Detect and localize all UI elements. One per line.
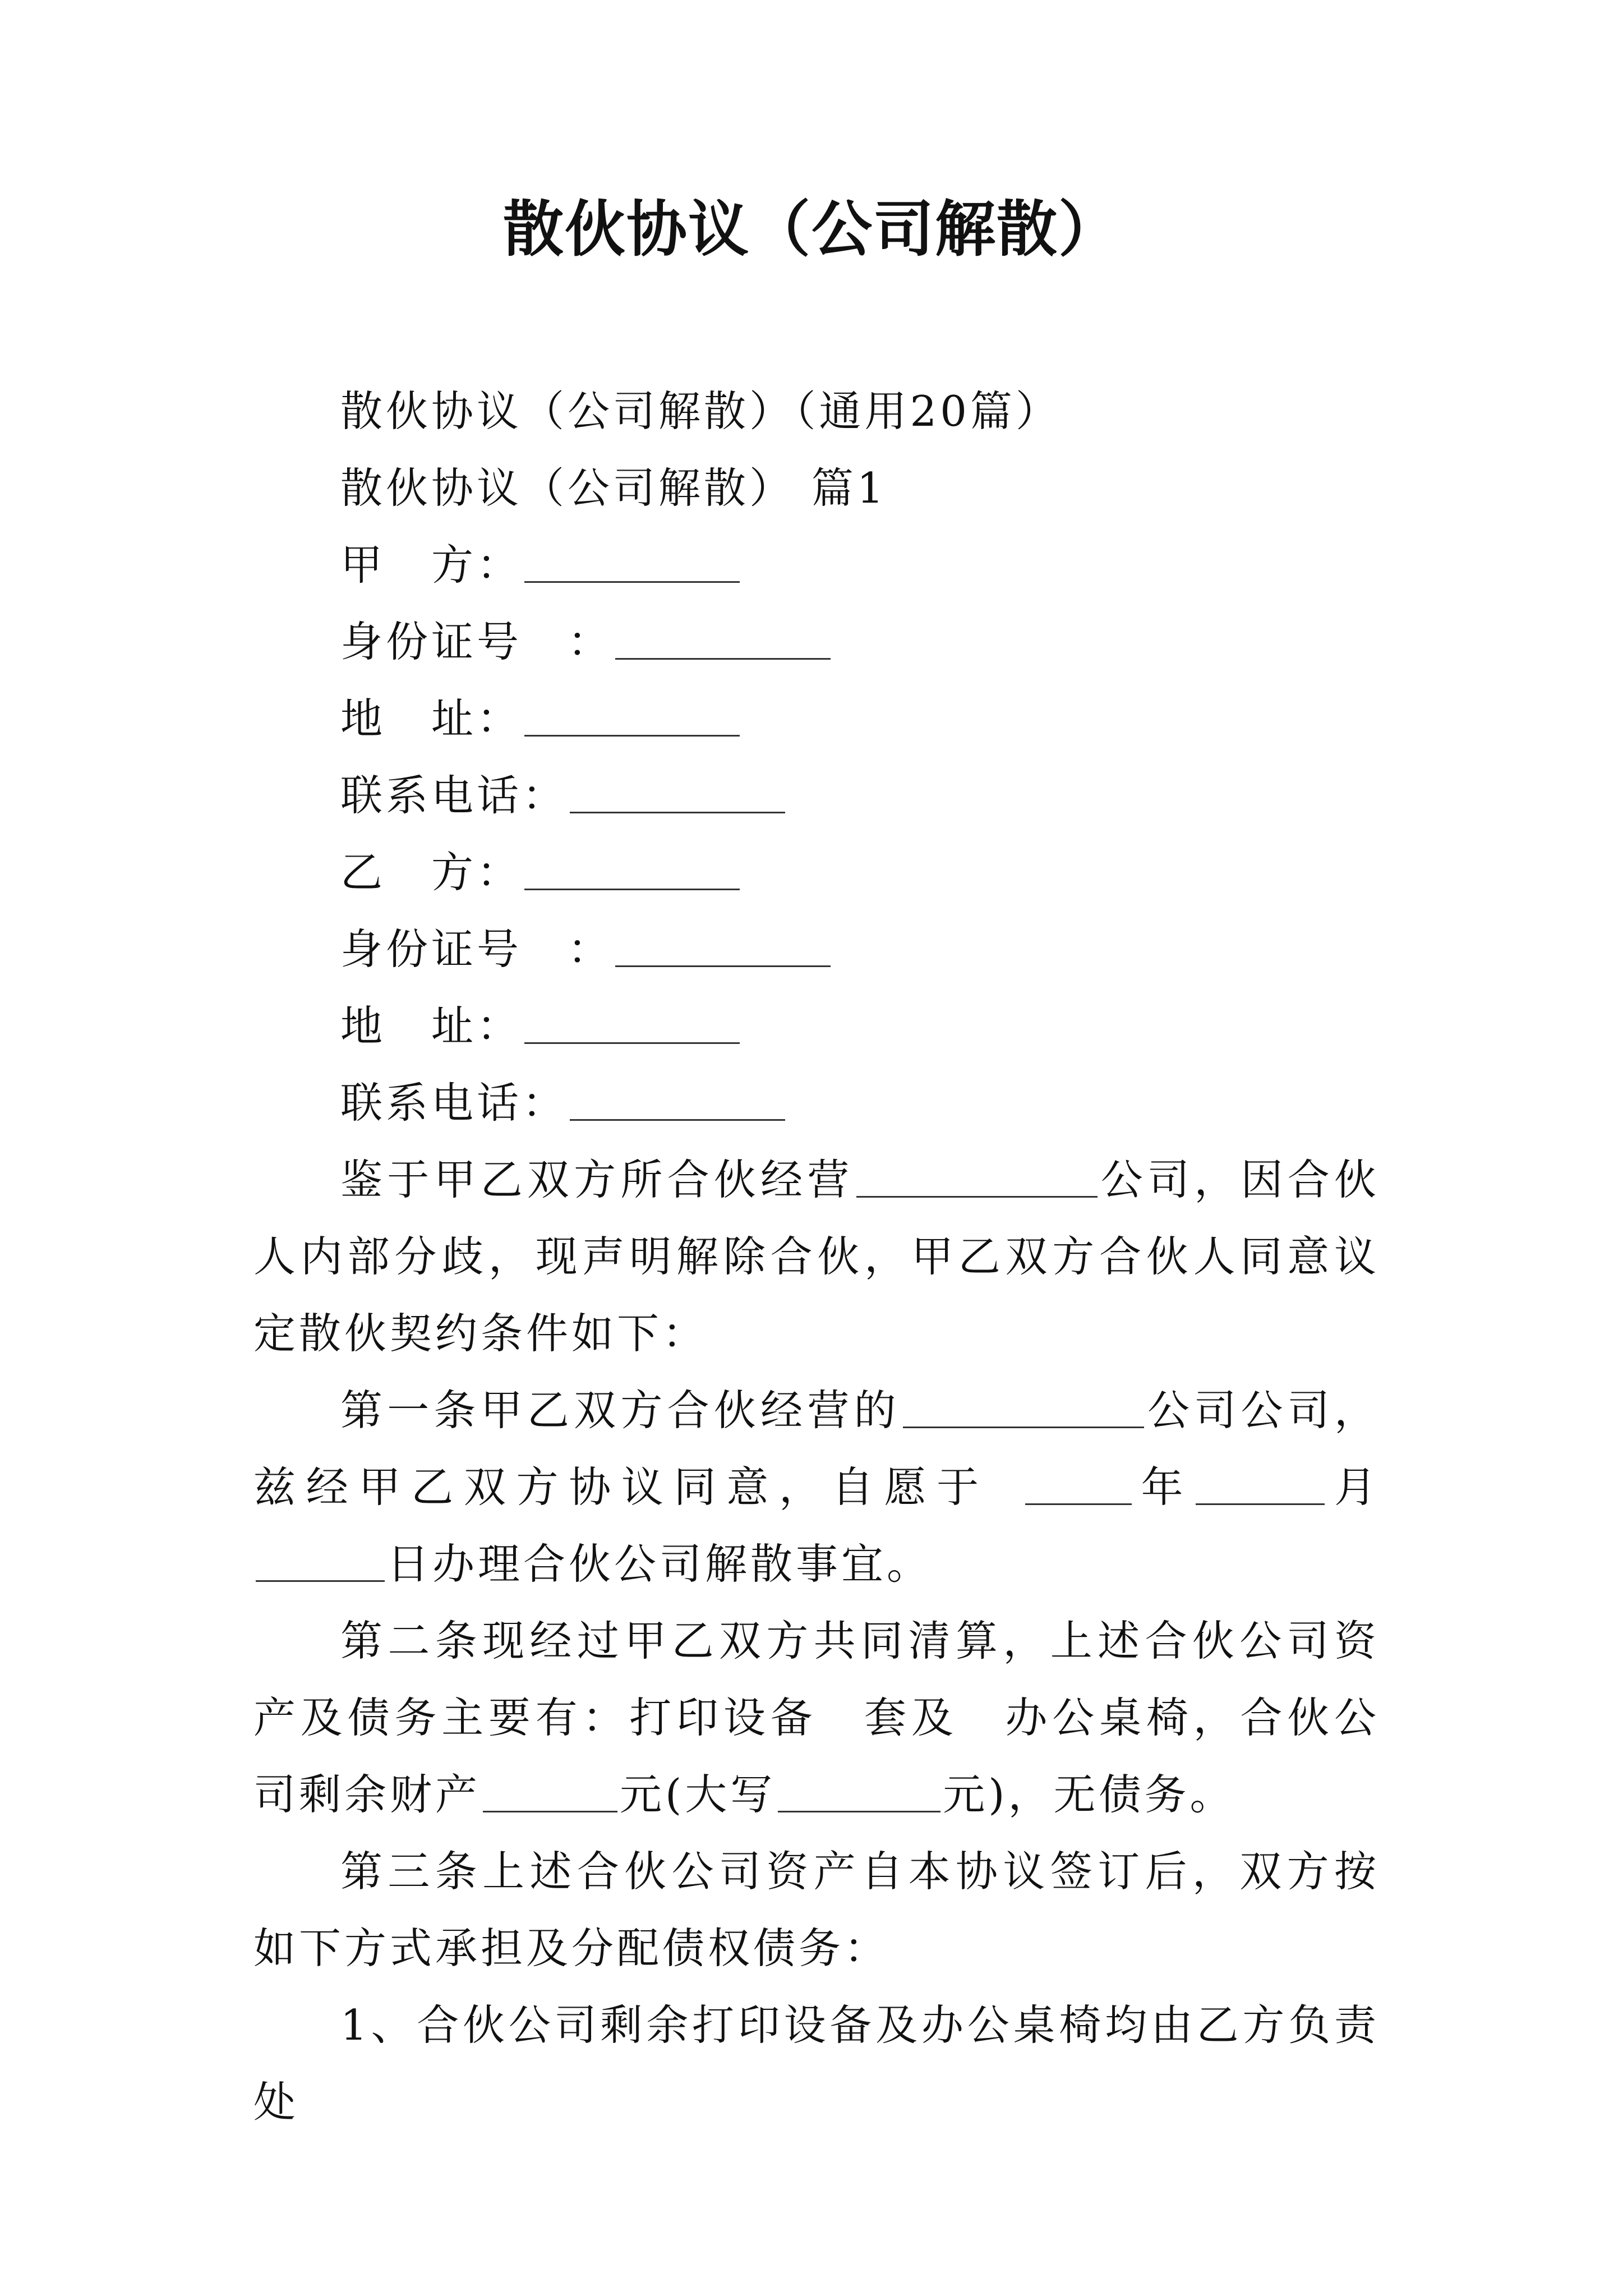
article-1-text-1: 第一条甲乙双方合伙经营的: [340, 1386, 901, 1435]
party-b-id-blank[interactable]: [615, 922, 831, 967]
party-b-name-label: 乙 方：: [340, 848, 523, 897]
party-b-name-row: [253, 834, 1380, 911]
item-1-paragraph: 1、合伙公司剩余打印设备及办公桌椅均由乙方负责处: [253, 2000, 1380, 2127]
party-b-phone-label: 联系电话：: [340, 1078, 568, 1128]
party-a-id-row: [253, 604, 1380, 680]
day-blank[interactable]: [256, 1536, 385, 1582]
document-title: 散伙协议（公司解散）: [502, 194, 1120, 265]
party-a-address-label: 地 址：: [340, 694, 523, 743]
party-b-address-blank[interactable]: [524, 999, 740, 1044]
day-label: 日: [387, 1539, 433, 1589]
party-a-id-label: 身份证号 ：: [340, 617, 614, 666]
party-b-name-blank[interactable]: [524, 845, 740, 890]
year-blank[interactable]: [1025, 1460, 1132, 1505]
party-b-phone-blank[interactable]: [570, 1075, 785, 1121]
intro-text-1: 鉴于甲乙双方所合伙经营: [340, 1155, 854, 1204]
article-3-paragraph: 第三条上述合伙公司资产自本协议签订后，双方按如下方式承担及分配债权债务：: [253, 1847, 1380, 1973]
party-a-phone-blank[interactable]: [570, 768, 785, 813]
party-a-phone-label: 联系电话：: [340, 771, 568, 820]
party-b-phone-row: [253, 1065, 1380, 1142]
article-1-text-2: 公司公司，兹经甲乙双方协议同意，自愿于: [253, 1386, 1380, 1512]
article-2-text-2: 元(大写: [620, 1770, 776, 1819]
month-label: 月: [1327, 1462, 1380, 1512]
article-2-paragraph: [253, 1603, 1380, 1833]
document-body: [253, 373, 1380, 2141]
party-b-id-row: [253, 911, 1380, 988]
party-a-name-label: 甲 方：: [340, 540, 523, 590]
party-a-address-blank[interactable]: [524, 691, 740, 737]
party-a-name-blank[interactable]: [524, 537, 740, 583]
article-1-paragraph: [253, 1372, 1380, 1603]
party-b-id-label: 身份证号 ：: [340, 924, 614, 974]
document-subtitle: 散伙协议（公司解散）（通用20篇）: [340, 386, 1061, 436]
year-label: 年: [1133, 1462, 1194, 1512]
remaining-amount-blank[interactable]: [483, 1767, 617, 1812]
party-a-id-blank[interactable]: [615, 614, 831, 660]
article-2-text-1: 第二条现经过甲乙双方共同清算，上述合伙公司资产及债务主要有：打印设备 套及 办公桌椅，合伙公司剩余财产: [253, 1616, 1380, 1819]
intro-paragraph: [253, 1142, 1380, 1372]
party-a-address-row: [253, 680, 1380, 757]
article-1-company-blank[interactable]: [903, 1383, 1144, 1428]
article-2-text-3: 元)，无债务。: [943, 1770, 1235, 1819]
month-blank[interactable]: [1196, 1460, 1325, 1505]
party-b-address-row: [253, 988, 1380, 1065]
party-b-address-label: 地 址：: [340, 1001, 523, 1051]
amount-in-words-blank[interactable]: [778, 1767, 940, 1812]
company-name-blank[interactable]: [856, 1152, 1098, 1198]
chapter-heading: 散伙协议（公司解散） 篇1: [340, 463, 887, 513]
article-1-text-3: 办理合伙公司解散事宜。: [432, 1539, 933, 1589]
party-a-name-row: [253, 527, 1380, 604]
intro-text-2: 公司，因合伙人内部分歧，现声明解除合伙，甲乙双方合伙人同意议定散伙契约条件如下：: [253, 1155, 1380, 1358]
party-a-phone-row: [253, 757, 1380, 834]
